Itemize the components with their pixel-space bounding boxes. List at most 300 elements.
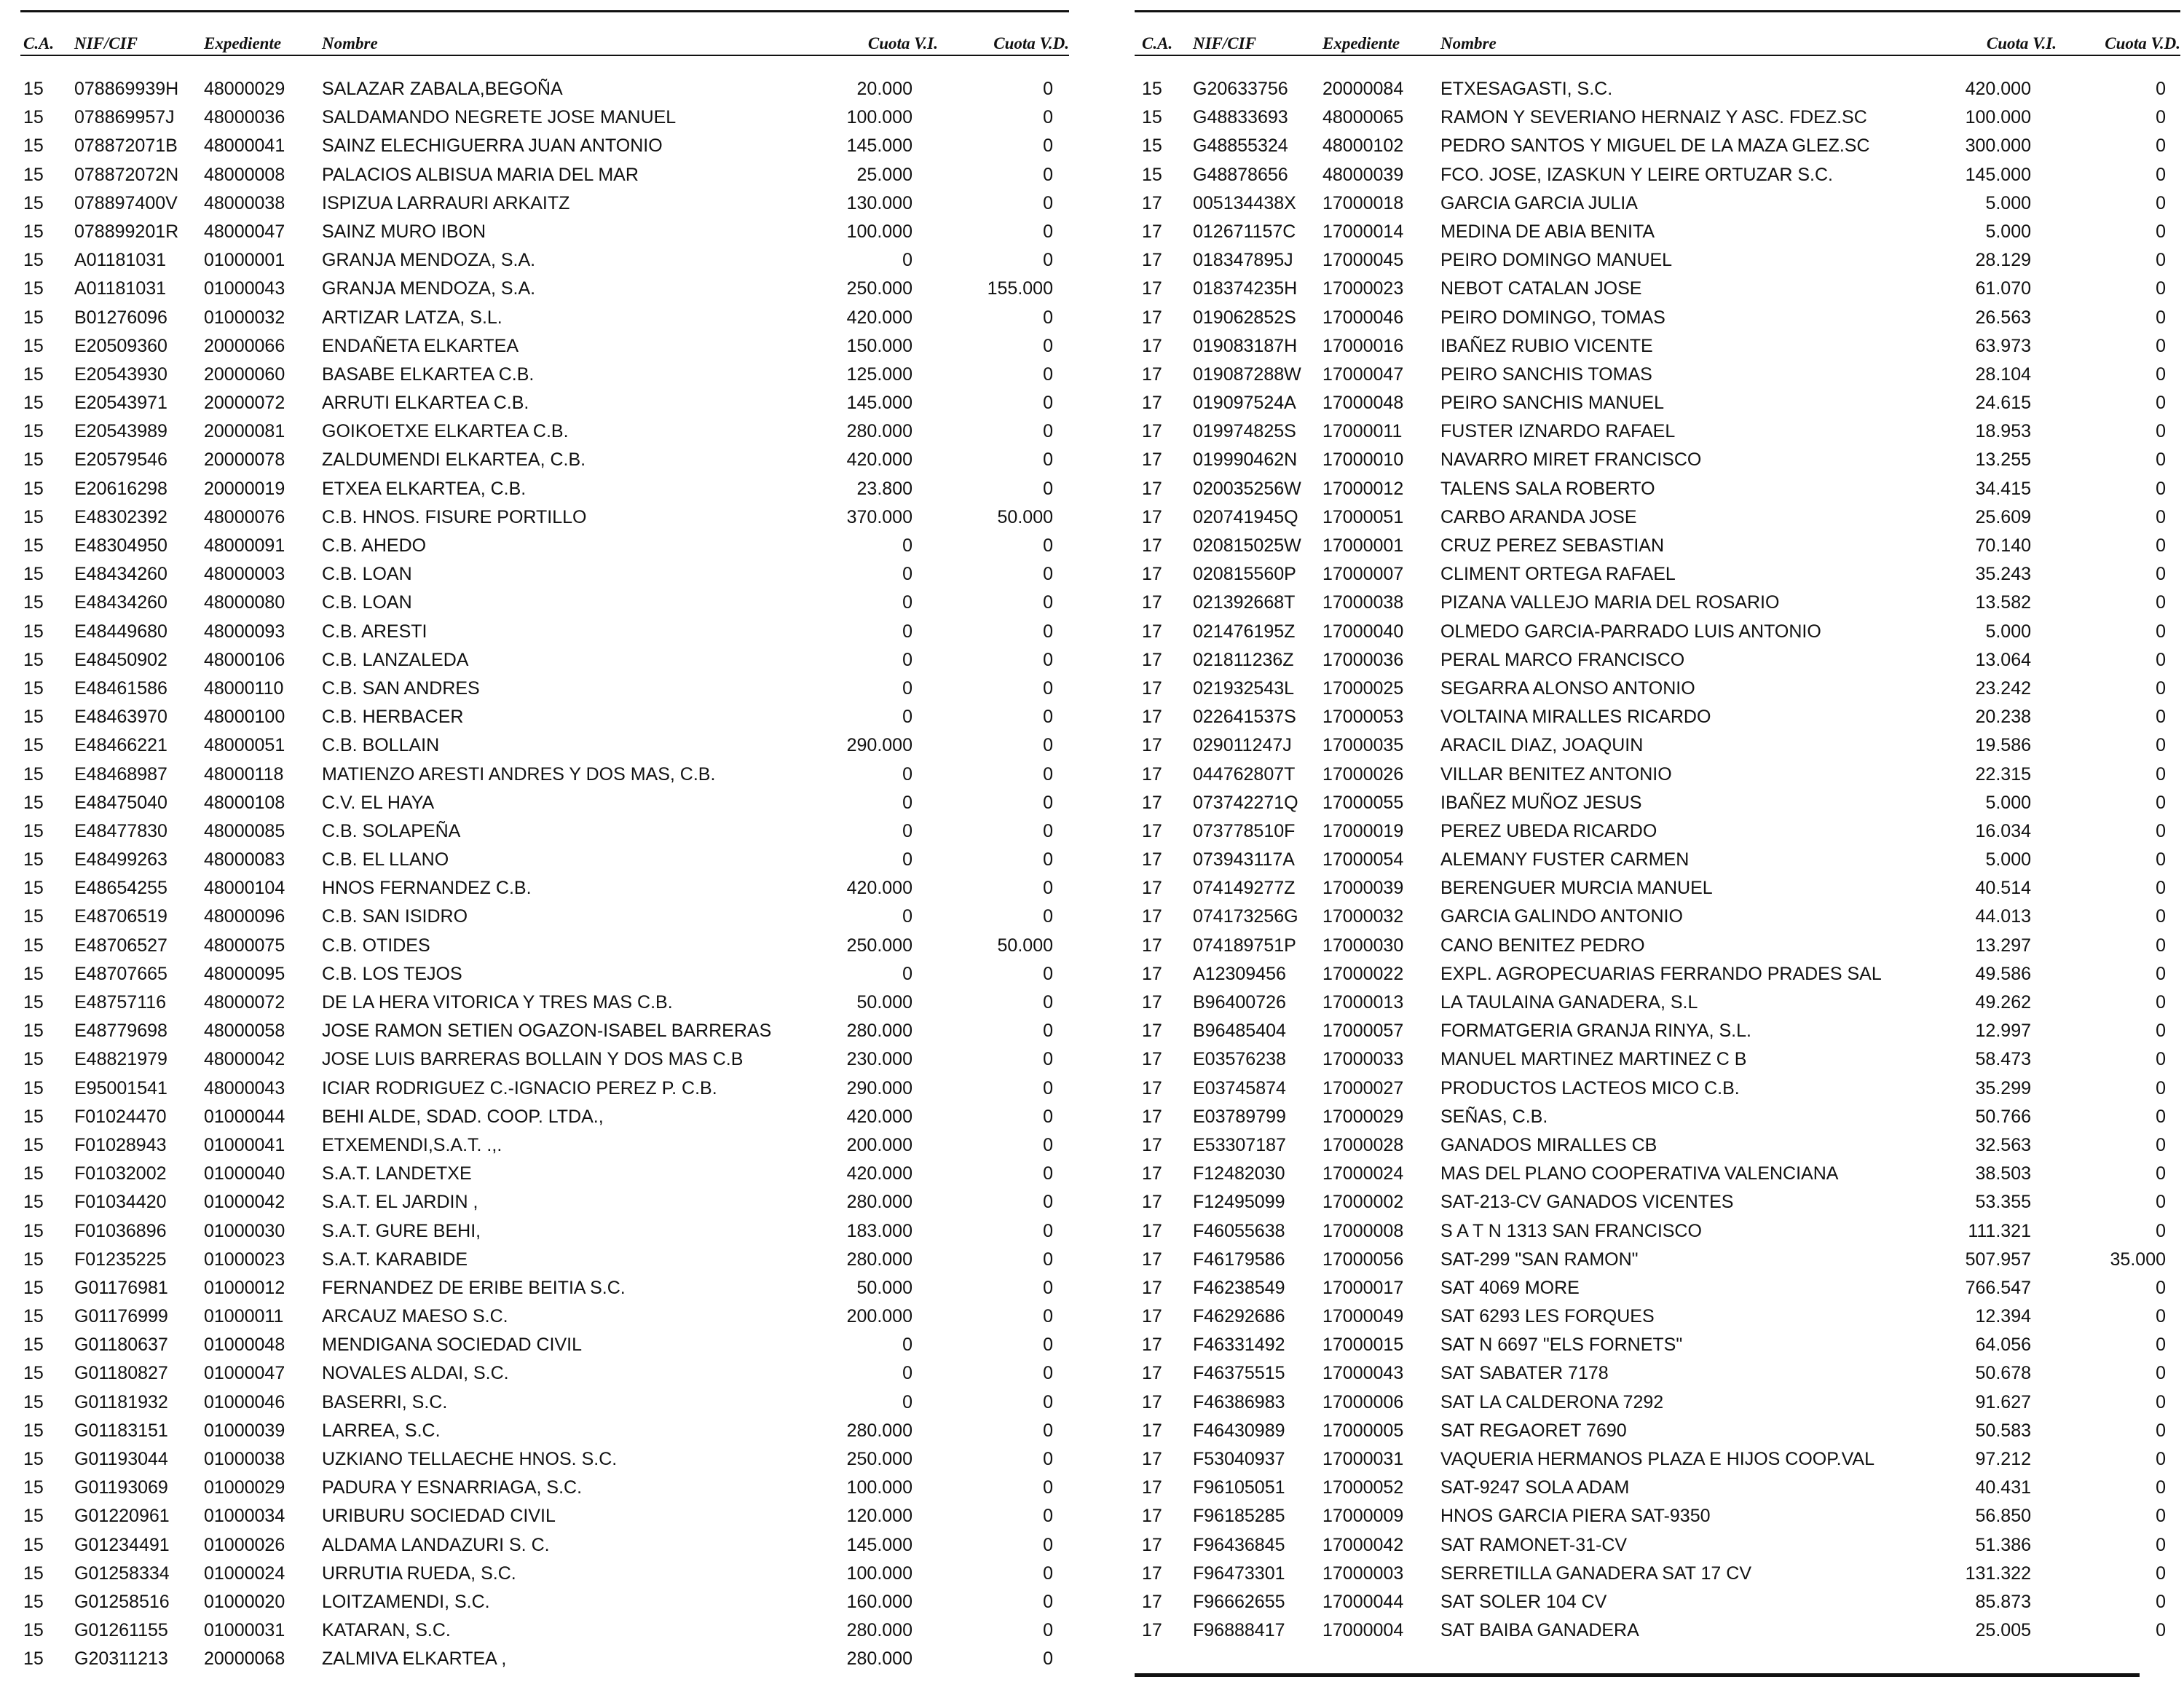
- cell-cuota-vi: 91.627: [1975, 1391, 2031, 1412]
- table-row: [20, 1188, 1069, 1217]
- left-table: [20, 10, 1069, 1674]
- cell-ca: 17: [1142, 935, 1162, 956]
- cell-ca: 15: [23, 1277, 44, 1298]
- cell-expediente: 17000036: [1322, 649, 1404, 670]
- cell-cuota-vi: 420.000: [846, 878, 912, 899]
- cell-cuota-vi: 100.000: [846, 107, 912, 128]
- cell-expediente: 17000055: [1322, 792, 1404, 813]
- cell-expediente: 01000040: [204, 1163, 285, 1184]
- cell-ca: 17: [1142, 1021, 1162, 1042]
- cell-ca: 17: [1142, 1591, 1162, 1612]
- header-cuota-vi: Cuota V.I.: [1986, 34, 2057, 52]
- cell-nif: E20579546: [74, 449, 167, 471]
- cell-nif: F46375515: [1193, 1363, 1285, 1384]
- cell-cuota-vi: 420.000: [846, 1163, 912, 1184]
- cell-ca: 15: [23, 906, 44, 927]
- cell-cuota-vi: 40.514: [1975, 878, 2031, 899]
- cell-nif: G48833693: [1193, 107, 1288, 128]
- cell-cuota-vd: 0: [1043, 1563, 1053, 1584]
- cell-expediente: 17000048: [1322, 393, 1404, 414]
- cell-expediente: 17000002: [1322, 1192, 1404, 1213]
- cell-cuota-vd: 0: [1043, 1192, 1053, 1213]
- table-row: [1135, 1531, 2180, 1560]
- cell-cuota-vi: 160.000: [846, 1591, 912, 1612]
- table-row: [20, 703, 1069, 731]
- cell-cuota-vi: 63.973: [1975, 335, 2031, 356]
- cell-cuota-vd: 0: [1043, 307, 1053, 328]
- cell-nombre: SAT 4069 MORE: [1440, 1277, 1580, 1298]
- cell-cuota-vd: 0: [1043, 621, 1053, 642]
- cell-cuota-vi: 13.297: [1975, 935, 2031, 956]
- table-row: [1135, 1074, 2180, 1103]
- table-row: [20, 132, 1069, 160]
- cell-expediente: 17000008: [1322, 1220, 1404, 1241]
- cell-nif: E48463970: [74, 707, 167, 728]
- table-row: [1135, 618, 2180, 646]
- cell-ca: 17: [1142, 992, 1162, 1013]
- cell-nombre: C.B. EL LLANO: [322, 849, 449, 870]
- cell-expediente: 17000011: [1322, 421, 1403, 442]
- cell-nombre: ETXEMENDI,S.A.T. .,.: [322, 1134, 502, 1155]
- cell-nombre: UZKIANO TELLAECHE HNOS. S.C.: [322, 1449, 618, 1469]
- cell-ca: 15: [23, 1335, 44, 1356]
- cell-nif: 018347895J: [1193, 250, 1293, 271]
- cell-cuota-vd: 0: [1043, 1335, 1053, 1356]
- cell-expediente: 17000049: [1322, 1306, 1404, 1327]
- cell-cuota-vi: 0: [902, 1335, 912, 1356]
- cell-cuota-vd: 0: [2156, 1163, 2166, 1184]
- cell-nif: E20509360: [74, 335, 167, 356]
- cell-expediente: 20000078: [204, 449, 285, 471]
- cell-cuota-vi: 13.064: [1975, 649, 2031, 670]
- cell-nif: E48706519: [74, 906, 167, 927]
- cell-ca: 15: [23, 792, 44, 813]
- cell-nombre: SAT SOLER 104 CV: [1440, 1591, 1607, 1612]
- table-row: [1135, 1417, 2180, 1445]
- cell-ca: 15: [23, 1163, 44, 1184]
- cell-expediente: 01000012: [204, 1277, 285, 1298]
- cell-cuota-vi: 0: [902, 649, 912, 670]
- cell-cuota-vd: 0: [1043, 1591, 1053, 1612]
- table-row: [20, 275, 1069, 303]
- cell-ca: 15: [23, 478, 44, 499]
- cell-cuota-vd: 0: [2156, 1077, 2166, 1098]
- cell-cuota-vd: 0: [2156, 478, 2166, 499]
- header-nif: NIF/CIF: [1193, 34, 1256, 52]
- cell-cuota-vd: 0: [1043, 1648, 1053, 1670]
- cell-nif: E20543930: [74, 363, 167, 385]
- table-header: [20, 12, 1069, 55]
- cell-expediente: 17000047: [1322, 363, 1404, 385]
- cell-nif: F46430989: [1193, 1420, 1285, 1441]
- cell-ca: 17: [1142, 564, 1162, 585]
- cell-cuota-vd: 0: [1043, 449, 1053, 471]
- cell-expediente: 48000042: [204, 1049, 285, 1070]
- cell-cuota-vi: 50.583: [1975, 1420, 2031, 1441]
- cell-cuota-vi: 230.000: [846, 1049, 912, 1070]
- cell-nif: E48461586: [74, 677, 167, 699]
- table-row: [1135, 1246, 2180, 1274]
- cell-ca: 17: [1142, 1391, 1162, 1412]
- cell-nif: E48706527: [74, 935, 167, 956]
- cell-cuota-vd: 0: [2156, 564, 2166, 585]
- cell-cuota-vi: 150.000: [846, 335, 912, 356]
- cell-nombre: ISPIZUA LARRAURI ARKAITZ: [322, 192, 570, 213]
- cell-nombre: PEDRO SANTOS Y MIGUEL DE LA MAZA GLEZ.SC: [1440, 135, 1870, 157]
- cell-cuota-vi: 290.000: [846, 1077, 912, 1098]
- cell-nif: 020741945Q: [1193, 506, 1298, 527]
- cell-ca: 15: [23, 1363, 44, 1384]
- cell-expediente: 01000030: [204, 1220, 285, 1241]
- table-row: [20, 246, 1069, 275]
- cell-cuota-vd: 0: [2156, 849, 2166, 870]
- cell-expediente: 48000029: [204, 79, 285, 99]
- cell-cuota-vi: 250.000: [846, 935, 912, 956]
- cell-cuota-vd: 0: [1043, 1277, 1053, 1298]
- cell-ca: 17: [1142, 1306, 1162, 1327]
- cell-nombre: C.B. LOAN: [322, 592, 412, 613]
- cell-cuota-vd: 0: [1043, 820, 1053, 841]
- table-row: [20, 1160, 1069, 1188]
- cell-nombre: GARCIA GARCIA JULIA: [1440, 192, 1638, 213]
- cell-expediente: 48000108: [204, 792, 285, 813]
- cell-expediente: 48000003: [204, 564, 285, 585]
- cell-cuota-vd: 0: [2156, 79, 2166, 99]
- cell-expediente: 48000100: [204, 707, 285, 728]
- cell-nombre: MAS DEL PLANO COOPERATIVA VALENCIANA: [1440, 1163, 1839, 1184]
- cell-nombre: ARRUTI ELKARTEA C.B.: [322, 393, 529, 414]
- cell-nombre: HNOS FERNANDEZ C.B.: [322, 878, 532, 899]
- cell-cuota-vd: 0: [1043, 107, 1053, 128]
- cell-nombre: HNOS GARCIA PIERA SAT-9350: [1440, 1506, 1711, 1527]
- table-row: [20, 989, 1069, 1017]
- cell-nombre: PALACIOS ALBISUA MARIA DEL MAR: [322, 164, 639, 185]
- cell-nif: 019990462N: [1193, 449, 1298, 471]
- table-row: [20, 161, 1069, 189]
- table-row: [1135, 446, 2180, 474]
- cell-cuota-vd: 0: [1043, 1220, 1053, 1241]
- cell-expediente: 01000024: [204, 1563, 285, 1584]
- header-ca: C.A.: [23, 34, 55, 52]
- cell-cuota-vd: 0: [1043, 592, 1053, 613]
- cell-cuota-vd: 0: [2156, 1277, 2166, 1298]
- cell-ca: 15: [23, 1534, 44, 1555]
- cell-ca: 17: [1142, 649, 1162, 670]
- cell-nombre: S.A.T. EL JARDIN ,: [322, 1192, 478, 1213]
- cell-expediente: 48000104: [204, 878, 285, 899]
- cell-ca: 17: [1142, 763, 1162, 785]
- cell-expediente: 17000018: [1322, 192, 1404, 213]
- cell-cuota-vd: 0: [1043, 192, 1053, 213]
- cell-cuota-vd: 0: [1043, 878, 1053, 899]
- cell-ca: 15: [23, 592, 44, 613]
- table-row: [20, 1588, 1069, 1616]
- cell-ca: 17: [1142, 1449, 1162, 1469]
- cell-ca: 15: [23, 164, 44, 185]
- cell-ca: 17: [1142, 1163, 1162, 1184]
- cell-ca: 15: [23, 763, 44, 785]
- cell-ca: 17: [1142, 849, 1162, 870]
- cell-nif: F46331492: [1193, 1335, 1285, 1356]
- cell-cuota-vi: 0: [902, 820, 912, 841]
- cell-cuota-vd: 0: [1043, 478, 1053, 499]
- header-expediente: Expediente: [204, 34, 282, 52]
- cell-nombre: PEIRO DOMINGO MANUEL: [1440, 250, 1673, 271]
- cell-cuota-vi: 49.586: [1975, 963, 2031, 984]
- cell-nombre: SAT-299 "SAN RAMON": [1440, 1249, 1639, 1270]
- cell-nombre: MENDIGANA SOCIEDAD CIVIL: [322, 1335, 583, 1356]
- cell-expediente: 17000012: [1322, 478, 1404, 499]
- cell-nombre: NOVALES ALDAI, S.C.: [322, 1363, 509, 1384]
- cell-ca: 17: [1142, 1363, 1162, 1384]
- cell-nombre: BEHI ALDE, SDAD. COOP. LTDA.,: [322, 1106, 604, 1127]
- table-row: [20, 618, 1069, 646]
- cell-nombre: IBAÑEZ MUÑOZ JESUS: [1440, 792, 1642, 813]
- cell-nombre: SAT LA CALDERONA 7292: [1440, 1391, 1664, 1412]
- cell-ca: 17: [1142, 449, 1162, 471]
- cell-nif: G01181932: [74, 1391, 168, 1412]
- cell-nif: 073778510F: [1193, 820, 1296, 841]
- cell-cuota-vd: 0: [1043, 763, 1053, 785]
- cell-cuota-vd: 0: [2156, 135, 2166, 157]
- cell-nombre: C.V. EL HAYA: [322, 792, 435, 813]
- cell-ca: 17: [1142, 363, 1162, 385]
- cell-ca: 17: [1142, 506, 1162, 527]
- cell-expediente: 20000019: [204, 478, 285, 499]
- cell-nombre: MEDINA DE ABIA BENITA: [1440, 221, 1655, 242]
- table-row: [20, 760, 1069, 789]
- cell-ca: 17: [1142, 1620, 1162, 1641]
- cell-nif: A01181031: [74, 250, 167, 271]
- cell-ca: 15: [23, 677, 44, 699]
- cell-cuota-vd: 0: [2156, 1620, 2166, 1641]
- table-row: [1135, 675, 2180, 703]
- cell-cuota-vd: 0: [1043, 250, 1053, 271]
- cell-nif: 021392668T: [1193, 592, 1296, 613]
- cell-cuota-vd: 0: [1043, 1049, 1053, 1070]
- cell-expediente: 17000043: [1322, 1363, 1404, 1384]
- cell-nif: G01234491: [74, 1534, 170, 1555]
- cell-nombre: GRANJA MENDOZA, S.A.: [322, 250, 536, 271]
- cell-ca: 15: [1142, 79, 1162, 99]
- cell-expediente: 48000039: [1322, 164, 1404, 185]
- table-row: [1135, 1588, 2180, 1616]
- table-row: [1135, 1160, 2180, 1188]
- cell-cuota-vd: 0: [1043, 1306, 1053, 1327]
- cell-cuota-vi: 34.415: [1975, 478, 2031, 499]
- cell-ca: 17: [1142, 1192, 1162, 1213]
- cell-ca: 15: [1142, 135, 1162, 157]
- cell-cuota-vi: 50.000: [856, 1277, 912, 1298]
- cell-expediente: 17000042: [1322, 1534, 1404, 1555]
- cell-cuota-vi: 130.000: [846, 192, 912, 213]
- cell-nif: G01180827: [74, 1363, 168, 1384]
- table-row: [1135, 1474, 2180, 1502]
- cell-cuota-vi: 85.873: [1975, 1591, 2031, 1612]
- cell-nombre: FORMATGERIA GRANJA RINYA, S.L.: [1440, 1021, 1751, 1042]
- cell-nombre: PEIRO DOMINGO, TOMAS: [1440, 307, 1665, 328]
- cell-cuota-vd: 0: [2156, 250, 2166, 271]
- table-row: [1135, 1274, 2180, 1302]
- cell-cuota-vd: 0: [2156, 820, 2166, 841]
- cell-expediente: 01000023: [204, 1249, 285, 1270]
- cell-expediente: 17000027: [1322, 1077, 1404, 1098]
- cell-ca: 15: [23, 1106, 44, 1127]
- table-row: [1135, 560, 2180, 589]
- cell-nif: E48475040: [74, 792, 167, 813]
- cell-expediente: 48000093: [204, 621, 285, 642]
- cell-cuota-vd: 0: [2156, 677, 2166, 699]
- cell-nombre: BERENGUER MURCIA MANUEL: [1440, 878, 1713, 899]
- cell-ca: 15: [23, 1648, 44, 1670]
- table-row: [20, 189, 1069, 218]
- cell-nombre: TALENS SALA ROBERTO: [1440, 478, 1655, 499]
- cell-expediente: 17000052: [1322, 1477, 1404, 1498]
- cell-nombre: RAMON Y SEVERIANO HERNAIZ Y ASC. FDEZ.SC: [1440, 107, 1867, 128]
- cell-ca: 15: [23, 1306, 44, 1327]
- table-row: [1135, 161, 2180, 189]
- cell-expediente: 48000047: [204, 221, 285, 242]
- cell-ca: 17: [1142, 906, 1162, 927]
- cell-nif: G01180637: [74, 1335, 168, 1356]
- cell-cuota-vd: 0: [2156, 1363, 2166, 1384]
- cell-cuota-vd: 0: [2156, 906, 2166, 927]
- cell-nombre: ALEMANY FUSTER CARMEN: [1440, 849, 1690, 870]
- header-nif: NIF/CIF: [74, 34, 138, 52]
- cell-nif: 019097524A: [1193, 393, 1296, 414]
- cell-ca: 17: [1142, 963, 1162, 984]
- table-row: [1135, 989, 2180, 1017]
- cell-expediente: 48000072: [204, 992, 285, 1013]
- table-row: [20, 1531, 1069, 1560]
- cell-cuota-vd: 0: [2156, 1534, 2166, 1555]
- cell-nombre: NEBOT CATALAN JOSE: [1440, 278, 1642, 299]
- table-row: [1135, 389, 2180, 417]
- cell-nombre: C.B. ARESTI: [322, 621, 427, 642]
- cell-cuota-vi: 370.000: [846, 506, 912, 527]
- cell-nombre: SEGARRA ALONSO ANTONIO: [1440, 677, 1695, 699]
- cell-nif: E48499263: [74, 849, 167, 870]
- cell-expediente: 48000102: [1322, 135, 1404, 157]
- cell-ca: 17: [1142, 535, 1162, 556]
- table-row: [1135, 1388, 2180, 1417]
- cell-cuota-vi: 19.586: [1975, 735, 2031, 756]
- cell-ca: 17: [1142, 307, 1162, 328]
- cell-cuota-vd: 0: [2156, 449, 2166, 471]
- cell-nif: F01028943: [74, 1134, 167, 1155]
- cell-ca: 17: [1142, 393, 1162, 414]
- cell-cuota-vi: 28.104: [1975, 363, 2031, 385]
- cell-cuota-vd: 0: [2156, 963, 2166, 984]
- cell-nombre: C.B. SAN ANDRES: [322, 677, 480, 699]
- cell-nombre: VILLAR BENITEZ ANTONIO: [1440, 763, 1672, 785]
- cell-nombre: ETXEA ELKARTEA, C.B.: [322, 478, 527, 499]
- cell-ca: 15: [23, 1449, 44, 1469]
- cell-nombre: S.A.T. GURE BEHI,: [322, 1220, 481, 1241]
- cell-cuota-vi: 38.503: [1975, 1163, 2031, 1184]
- cell-nombre: S.A.T. KARABIDE: [322, 1249, 468, 1270]
- cell-nif: 020815025W: [1193, 535, 1301, 556]
- cell-cuota-vi: 49.262: [1975, 992, 2031, 1013]
- cell-nif: E53307187: [1193, 1134, 1286, 1155]
- cell-nif: F96473301: [1193, 1563, 1285, 1584]
- cell-nombre: SAINZ ELECHIGUERRA JUAN ANTONIO: [322, 135, 663, 157]
- cell-nif: F01032002: [74, 1163, 167, 1184]
- cell-expediente: 17000019: [1322, 820, 1404, 841]
- cell-nombre: ZALMIVA ELKARTEA ,: [322, 1648, 507, 1670]
- cell-cuota-vi: 0: [902, 707, 912, 728]
- table-row: [1135, 304, 2180, 332]
- cell-cuota-vi: 280.000: [846, 421, 912, 442]
- cell-expediente: 48000096: [204, 906, 285, 927]
- cell-nif: F96888417: [1193, 1620, 1285, 1641]
- cell-cuota-vi: 125.000: [846, 363, 912, 385]
- cell-cuota-vi: 97.212: [1975, 1449, 2031, 1469]
- table-row: [20, 75, 1069, 103]
- cell-nif: G01176999: [74, 1306, 168, 1327]
- cell-cuota-vi: 250.000: [846, 1449, 912, 1469]
- cell-ca: 17: [1142, 1277, 1162, 1298]
- cell-expediente: 17000029: [1322, 1106, 1404, 1127]
- cell-cuota-vd: 0: [2156, 735, 2166, 756]
- cell-cuota-vd: 0: [2156, 1391, 2166, 1412]
- cell-nombre: KATARAN, S.C.: [322, 1620, 451, 1641]
- table-row: [20, 417, 1069, 446]
- cell-cuota-vd: 0: [2156, 393, 2166, 414]
- cell-nombre: C.B. OTIDES: [322, 935, 430, 956]
- cell-nombre: C.B. LOAN: [322, 564, 412, 585]
- table-row: [20, 218, 1069, 246]
- cell-nombre: C.B. HNOS. FISURE PORTILLO: [322, 506, 587, 527]
- table-row: [20, 932, 1069, 960]
- cell-nif: E48434260: [74, 564, 167, 585]
- table-row: [1135, 589, 2180, 617]
- table-row: [20, 503, 1069, 532]
- cell-cuota-vd: 0: [2156, 506, 2166, 527]
- table-row: [1135, 731, 2180, 760]
- cell-cuota-vi: 0: [902, 592, 912, 613]
- cell-ca: 15: [23, 1563, 44, 1584]
- cell-ca: 17: [1142, 735, 1162, 756]
- table-row: [20, 1103, 1069, 1131]
- cell-cuota-vd: 0: [1043, 707, 1053, 728]
- cell-nif: G01193044: [74, 1449, 168, 1469]
- cell-cuota-vi: 280.000: [846, 1192, 912, 1213]
- cell-nombre: ENDAÑETA ELKARTEA: [322, 335, 519, 356]
- cell-nombre: SAT BAIBA GANADERA: [1440, 1620, 1639, 1641]
- cell-cuota-vi: 100.000: [846, 1563, 912, 1584]
- cell-expediente: 20000072: [204, 393, 285, 414]
- cell-expediente: 01000032: [204, 307, 285, 328]
- cell-expediente: 17000056: [1322, 1249, 1404, 1270]
- cell-nif: F01034420: [74, 1192, 167, 1213]
- cell-cuota-vi: 20.238: [1975, 707, 2031, 728]
- cell-nombre: CANO BENITEZ PEDRO: [1440, 935, 1645, 956]
- cell-cuota-vi: 5.000: [1985, 621, 2031, 642]
- cell-cuota-vd: 0: [1043, 849, 1053, 870]
- table-row: [1135, 1131, 2180, 1160]
- table-row: [20, 646, 1069, 675]
- cell-nif: 019087288W: [1193, 363, 1301, 385]
- cell-cuota-vi: 13.582: [1975, 592, 2031, 613]
- cell-cuota-vi: 183.000: [846, 1220, 912, 1241]
- cell-cuota-vi: 290.000: [846, 735, 912, 756]
- cell-ca: 15: [23, 1249, 44, 1270]
- cell-expediente: 48000095: [204, 963, 285, 984]
- cell-nif: G20311213: [74, 1648, 168, 1670]
- cell-nif: F53040937: [1193, 1449, 1285, 1469]
- cell-cuota-vi: 23.242: [1975, 677, 2031, 699]
